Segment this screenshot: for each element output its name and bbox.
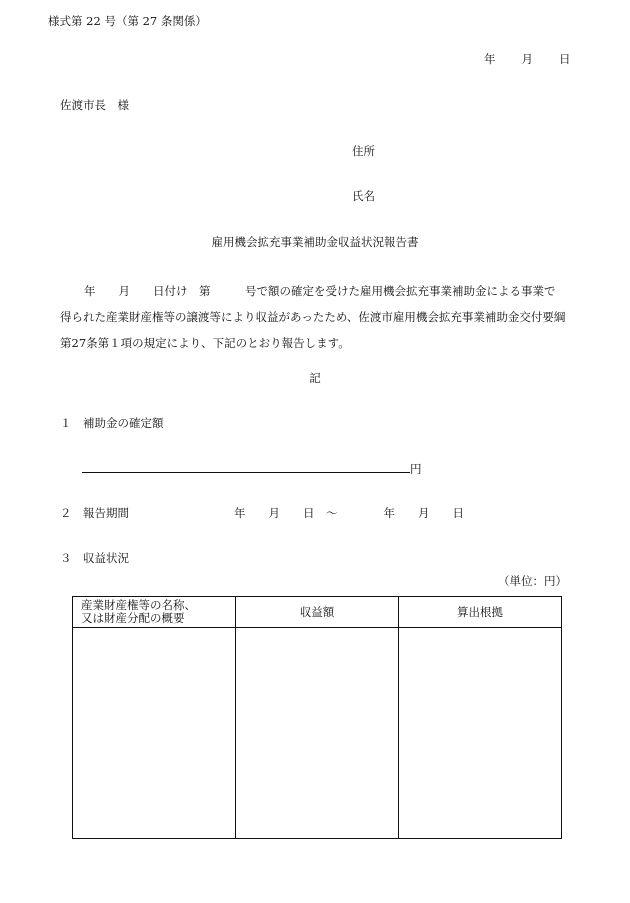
document-title: 雇用機会拡充事業補助金収益状況報告書 [211,235,419,249]
name-label: 氏名 [352,189,375,203]
address-label: 住所 [352,144,375,158]
item-2-report-period: ２ 報告期間 [60,506,129,520]
amount-underline [82,472,410,473]
body-line-1: 年 月 日付け 第 号で額の確定を受けた雇用機会拡充事業補助金による事業で [84,284,556,298]
date-month: 月 [521,52,533,66]
header-calculation-basis: 算出根拠 [399,597,562,628]
cell-calculation-basis[interactable] [399,628,562,839]
cell-income-amount[interactable] [236,628,399,839]
date-day: 日 [559,52,571,66]
date-year: 年 [484,52,496,66]
item-3-income-status: ３ 収益状況 [60,551,129,565]
table-row [73,628,562,839]
body-line-3: 第27条第１項の規定により、下記のとおり報告します。 [60,336,350,350]
table-header-row [73,597,562,628]
report-period-dates: 年 月 日 ～ 年 月 日 [234,506,464,520]
date-line [484,52,571,66]
addressee: 佐渡市長 様 [60,98,129,112]
yen-label: 円 [410,462,422,476]
body-paragraph [60,278,570,356]
item-1-subsidy-amount: １ 補助金の確定額 [60,416,164,430]
header-property-name [73,597,236,628]
header-income-amount: 収益額 [236,597,399,628]
form-number: 様式第 22 号（第 27 条関係） [48,14,207,28]
ki-heading: 記 [309,371,321,385]
header-property-name-line2: 又は財産分配の概要 [81,611,185,625]
cell-property-name[interactable] [73,628,236,839]
income-table [72,596,562,839]
header-property-name-line1: 産業財産権等の名称、 [81,598,196,612]
body-line-2: 得られた産業財産権等の譲渡等により収益があったため、佐渡市雇用機会拡充事業補助金交付要綱 [60,310,566,324]
unit-label: （単位：円） [498,574,567,588]
